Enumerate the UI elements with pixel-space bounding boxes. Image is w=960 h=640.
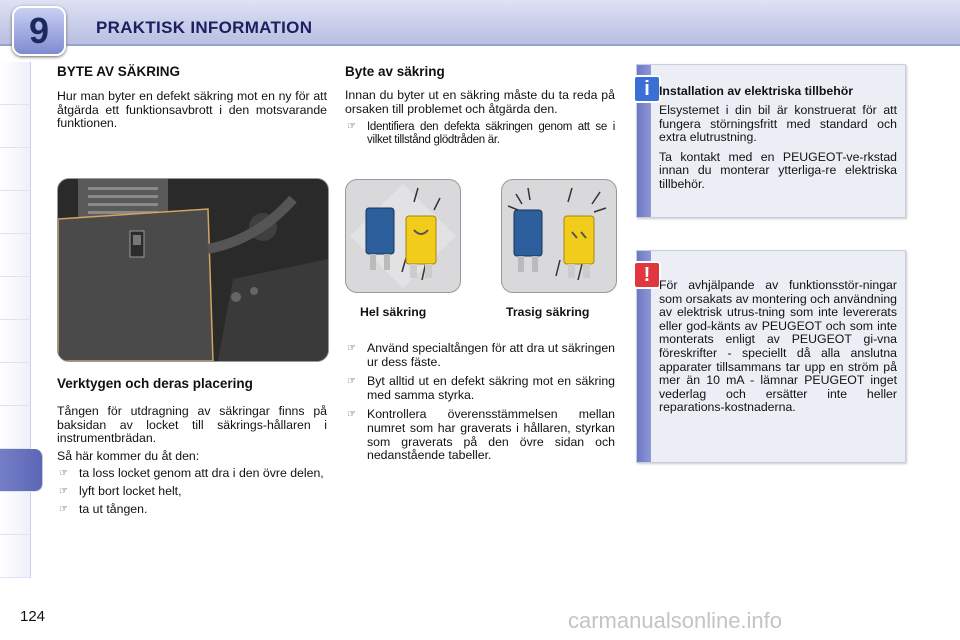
dashboard-photo <box>57 178 329 362</box>
page-number: 124 <box>20 608 46 625</box>
chapter-tab[interactable] <box>0 492 31 535</box>
warning-box <box>636 250 906 463</box>
watermark: carmanualsonline.info <box>568 608 783 633</box>
hand-pointer-icon: ☞ <box>347 376 356 388</box>
warning-icon: ! <box>633 261 661 289</box>
chapter-tab-active[interactable] <box>0 449 43 492</box>
chapter-tab[interactable] <box>0 277 31 320</box>
good-fuse-illustration <box>345 179 461 293</box>
info-box-paragraph: Elsystemet i din bil är konstruerat för att fungera störningsfritt med standard och extra elutrustning. <box>659 103 897 145</box>
chapter-tab[interactable] <box>0 363 31 406</box>
chapter-tab[interactable] <box>0 320 31 363</box>
dashboard-illustration <box>58 179 328 361</box>
middle-intro: Innan du byter ut en säkring måste du ta reda på orsaken till problemet och åtgärda den. <box>345 88 615 116</box>
page-header <box>0 0 960 46</box>
info-box-paragraph: Ta kontakt med en PEUGEOT-ve-rkstad innan du monterar ytterliga-re elektriska tillbehör. <box>659 149 897 191</box>
info-icon: i <box>633 75 661 103</box>
chapter-number: 9 <box>28 10 50 51</box>
chapter-tab[interactable] <box>0 535 31 578</box>
hand-pointer-icon: ☞ <box>59 485 68 497</box>
chapter-tab[interactable] <box>0 191 31 234</box>
side-tabs <box>0 62 30 574</box>
middle-bullets <box>345 342 615 463</box>
list-item <box>345 342 615 369</box>
blown-fuse-illustration <box>501 179 617 293</box>
chapter-tab[interactable] <box>0 62 31 105</box>
intro-text: Hur man byter en defekt säkring mot en ny för att åtgärda ett funktionsavbrott i den motsvarande funktionen. <box>57 89 327 131</box>
tools-heading: Verktygen och deras placering <box>57 376 253 391</box>
tools-section <box>57 376 327 516</box>
warning-text: För avhjälpande av funktionsstör-ningar som orsakats av montering och användning av elektrisk utrus-tning som inte levererats eller god-känts av PEUGEOT och som inte monterats enligt av PEUGEOT gi-vna föreskrifter - speciellt då alla anslutna apparater tillsammans tar upp en ström på mer än 10 mA - lämnar PEUGEOT inget vederlag och ersätter inte heller reparations-kostnaderna. <box>659 278 897 415</box>
steps-intro: Så här kommer du åt den: <box>57 448 200 463</box>
page-title: PRAKTISK INFORMATION <box>96 18 313 37</box>
chapter-tab[interactable] <box>0 105 31 148</box>
hand-pointer-icon: ☞ <box>59 468 68 480</box>
list-item-text: Använd specialtången för att dra ut säkringen ur dess fäste. <box>367 341 615 369</box>
chapter-tab[interactable] <box>0 148 31 191</box>
list-item-text: lyft bort locket helt, <box>79 483 182 498</box>
chapter-tab[interactable] <box>0 406 31 449</box>
info-box-title: Installation av elektriska tillbehör <box>659 84 854 98</box>
good-fuse-caption: Hel säkring <box>360 305 427 319</box>
info-box <box>636 64 906 218</box>
list-item-text: Byt alltid ut en defekt säkring mot en säkring med samma styrka. <box>367 374 615 402</box>
good-fuse-graphic <box>346 180 460 292</box>
section-heading: BYTE AV SÄKRING <box>57 64 181 79</box>
list-item-text: Kontrollera överensstämmelsen mellan numret som har graverats i hållaren, styrkan som graverats på den övre sidan och nedanstående tabeller. <box>367 407 615 463</box>
list-item-text: ta loss locket genom att dra i den övre delen, <box>79 466 324 481</box>
list-item <box>57 467 327 481</box>
list-item <box>345 408 615 462</box>
note-text: Identifiera den defekta säkringen genom att se i vilket tillstånd glödtråden är. <box>367 121 615 146</box>
hand-pointer-icon: ☞ <box>347 343 356 354</box>
chapter-tab[interactable] <box>0 234 31 277</box>
hand-pointer-icon: ☞ <box>347 409 356 421</box>
list-item <box>345 375 615 402</box>
blown-fuse-caption: Trasig säkring <box>506 305 590 319</box>
list-item-text: ta ut tången. <box>79 501 148 516</box>
left-column <box>57 64 327 131</box>
list-item <box>57 503 327 517</box>
identify-note <box>345 121 615 146</box>
middle-column <box>345 64 615 146</box>
hand-pointer-icon: ☞ <box>347 121 356 133</box>
blown-fuse-graphic <box>502 180 616 292</box>
hand-pointer-icon: ☞ <box>59 503 68 515</box>
chapter-badge <box>12 6 66 56</box>
list-item <box>57 485 327 499</box>
section-heading: Byte av säkring <box>345 64 445 79</box>
tools-text: Tången för utdragning av säkringar finns på baksidan av locket till säkrings-hållaren i instrumentbrädan. <box>57 404 327 446</box>
